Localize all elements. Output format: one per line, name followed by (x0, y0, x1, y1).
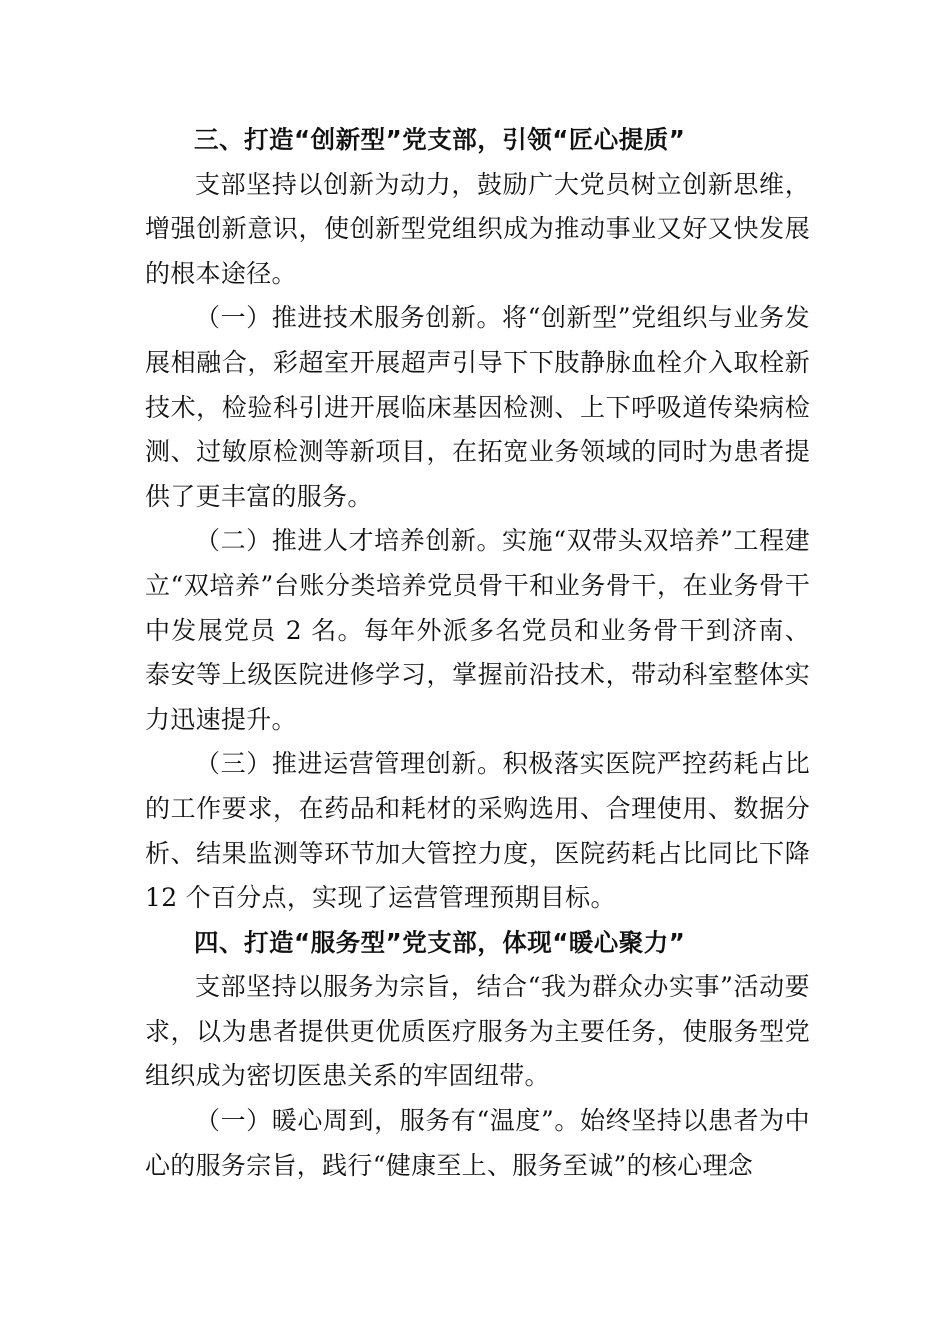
paragraph: （二）推进人才培养创新。实施“双带头双培养”工程建立“双培养”台账分类培养党员骨干和业务骨干，在业务骨干中发展党员 2 名。每年外派多名党员和业务骨干到济南、泰安等上级医院进修学习，掌握前沿技术，带动科室整体实力迅速提升。 (145, 526, 810, 734)
document-body (145, 118, 810, 1188)
paragraph: 支部坚持以创新为动力，鼓励广大党员树立创新思维，增强创新意识，使创新型党组织成为推动事业又好又快发展的根本途径。 (145, 169, 810, 288)
paragraph: （一）推进技术服务创新。将“创新型”党组织与业务发展相融合，彩超室开展超声引导下下肢静脉血栓介入取栓新技术，检验科引进开展临床基因检测、上下呼吸道传染病检测、过敏原检测等新项目，在拓宽业务领域的同时为患者提供了更丰富的服务。 (145, 303, 810, 511)
paragraph: 支部坚持以服务为宗旨，结合“我为群众办实事”活动要求，以为患者提供更优质医疗服务为主要任务，使服务型党组织成为密切医患关系的牢固纽带。 (145, 972, 810, 1091)
section-heading: 四、打造“服务型”党支部，体现“暖心聚力” (194, 927, 686, 957)
section-heading: 三、打造“创新型”党支部，引领“匠心提质” (194, 125, 686, 154)
section-service (145, 921, 810, 1189)
section-innovation (145, 118, 810, 921)
paragraph: （一）暖心周到，服务有“温度”。始终坚持以患者为中心的服务宗旨，践行“健康至上、服务至诚”的核心理念 (145, 1106, 810, 1180)
paragraph: （三）推进运营管理创新。积极落实医院严控药耗占比的工作要求，在药品和耗材的采购选用、合理使用、数据分析、结果监测等环节加大管控力度，医院药耗占比同比下降 12 个百分点，实现了运营管理预期目标。 (145, 749, 810, 913)
